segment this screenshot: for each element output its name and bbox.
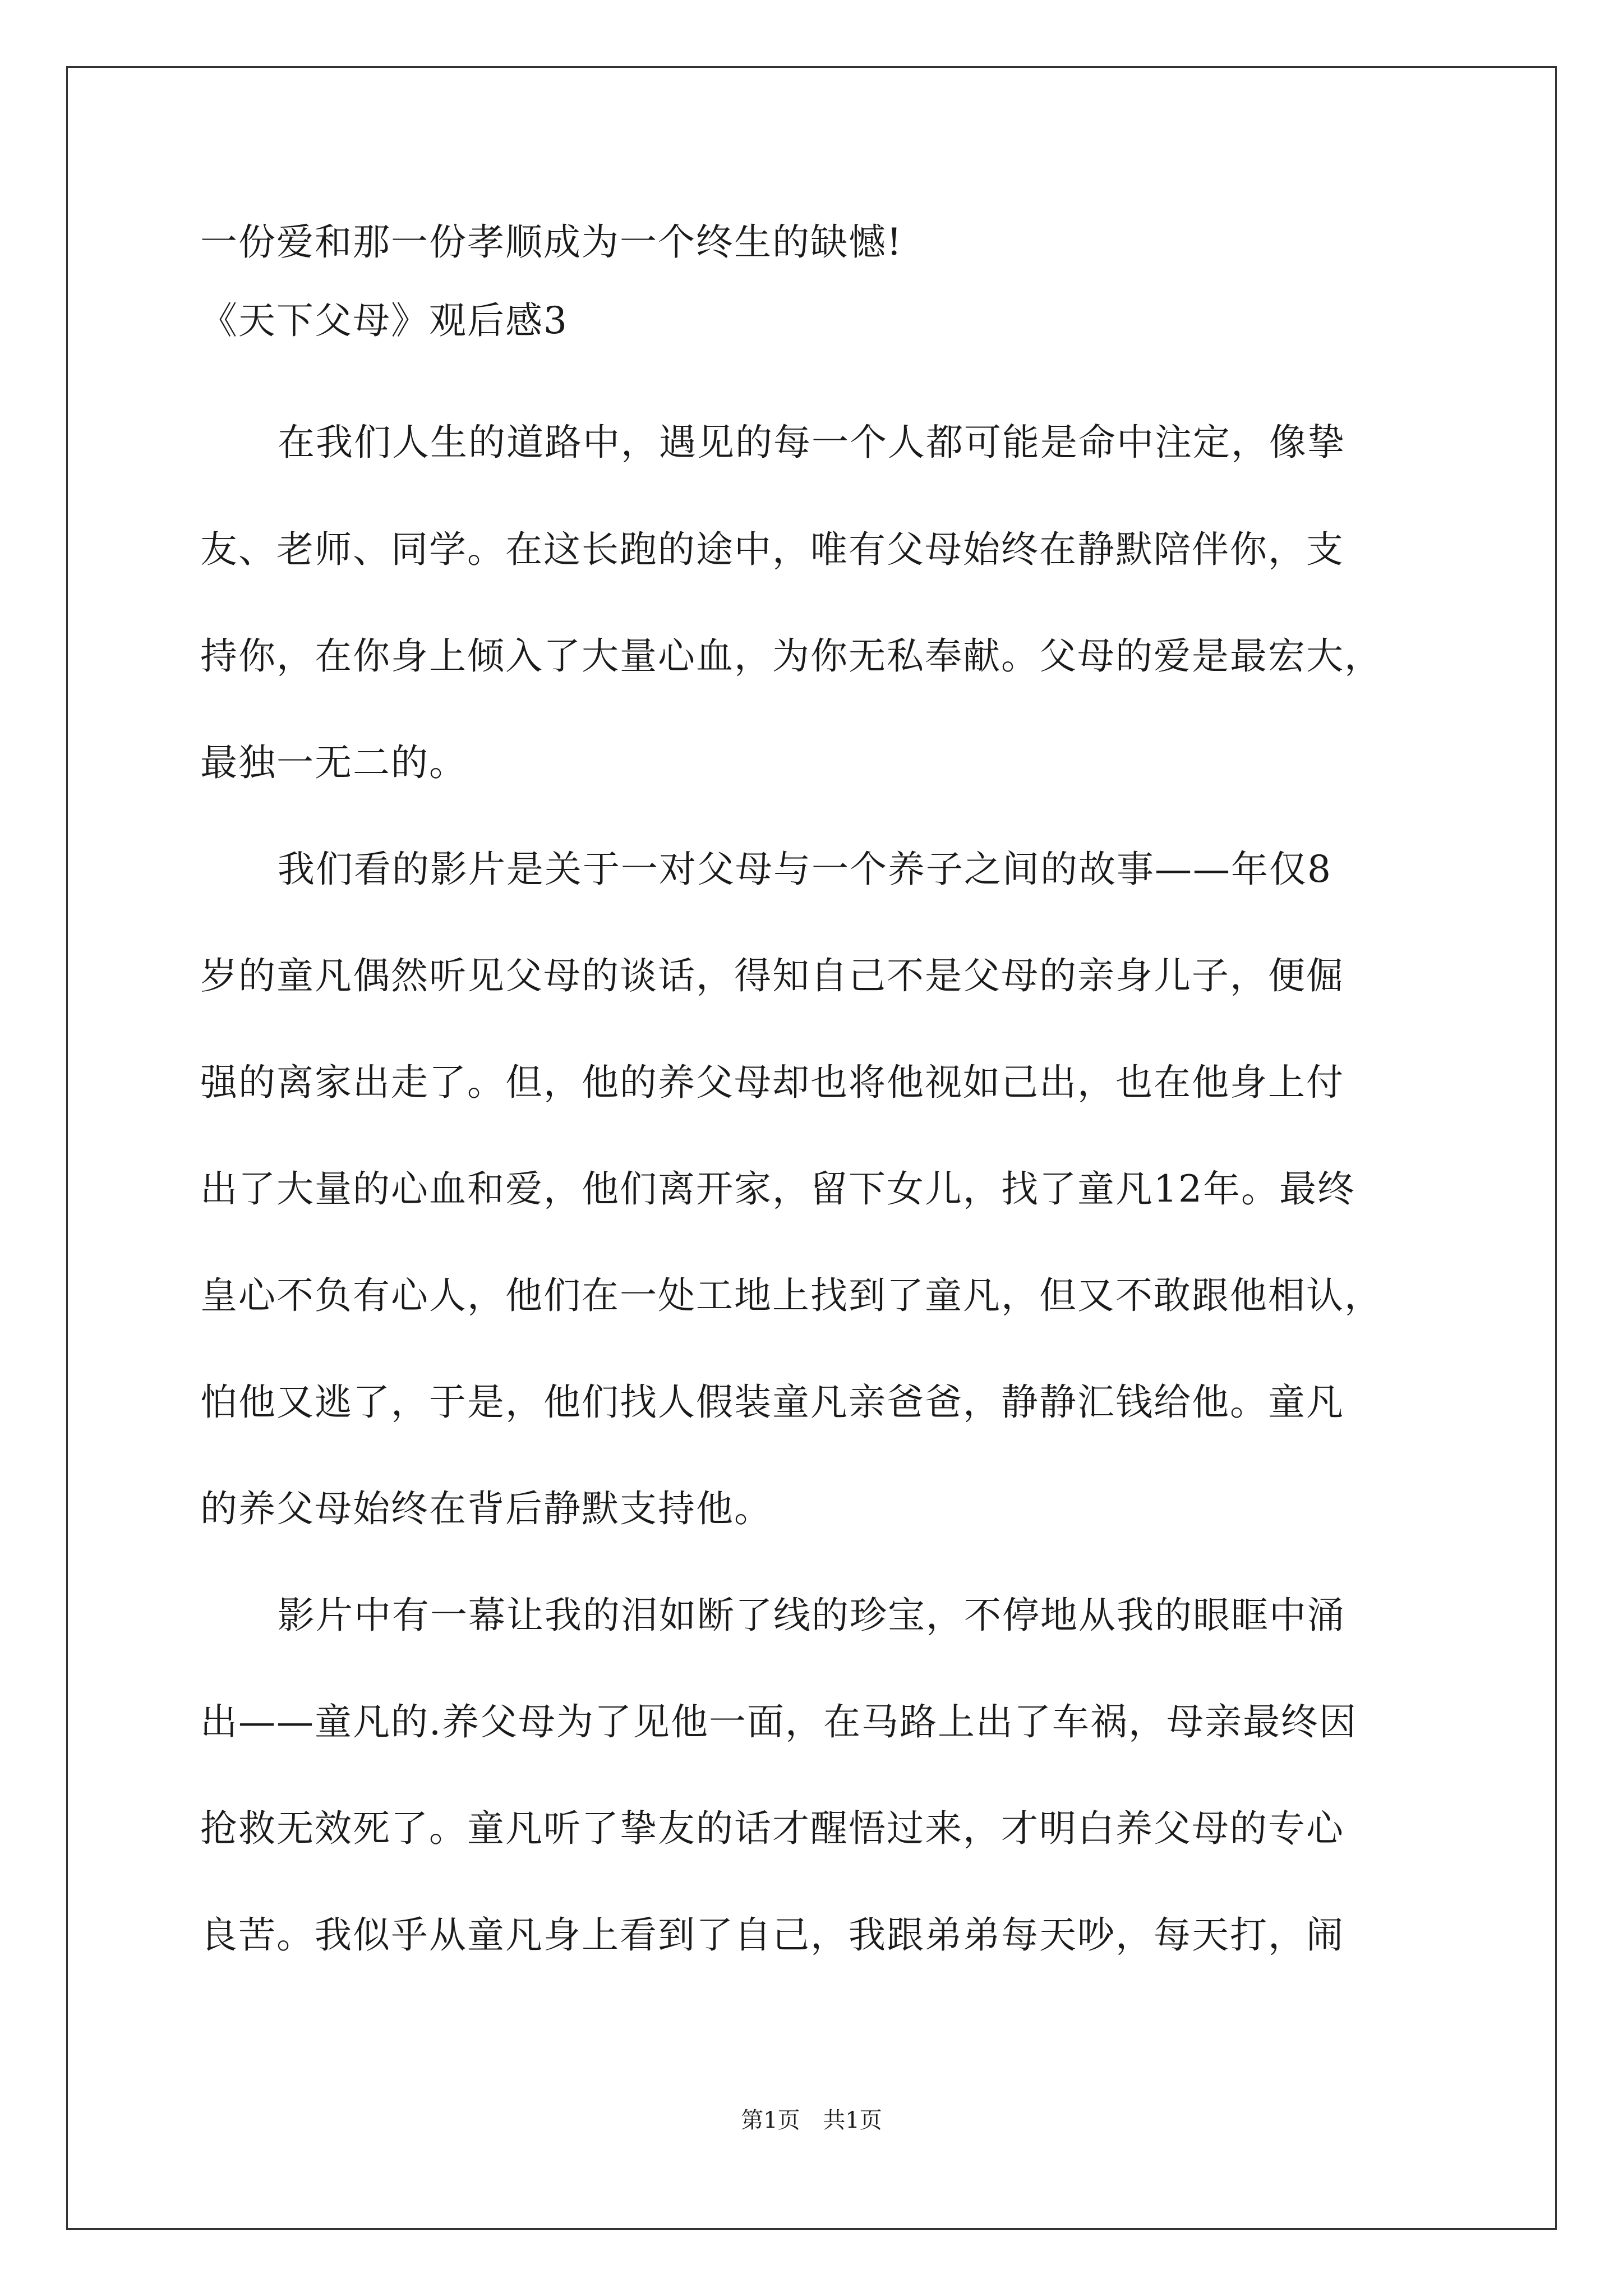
text-line: 的养父母始终在背后静默支持他。 [200, 1487, 772, 1530]
text-line: 岁的童凡偶然听见父母的谈话，得知自己不是父母的亲身儿子，便倔 [200, 954, 1344, 997]
page-footer [0, 2106, 1623, 2134]
text-line: 怕他又逃了，于是，他们找人假装童凡亲爸爸，静静汇钱给他。童凡 [200, 1381, 1344, 1424]
text-line: 一份爱和那一份孝顺成为一个终生的缺憾! [200, 220, 903, 264]
section-title: 《天下父母》观后感3 [200, 299, 568, 342]
text-line: 出——童凡的.养父母为了见他一面，在马路上出了车祸，母亲最终因 [200, 1700, 1357, 1743]
text-line: 强的离家出走了。但，他的养父母却也将他视如己出，也在他身上付 [200, 1061, 1344, 1104]
text-line: 良苦。我似乎从童凡身上看到了自己，我跟弟弟每天吵，每天打，闹 [200, 1913, 1344, 1957]
text-line: 最独一无二的。 [200, 741, 467, 784]
page-total: 共1页 [823, 2108, 882, 2133]
text-line: 友、老师、同学。在这长跑的途中，唯有父母始终在静默陪伴你，支 [200, 528, 1344, 571]
text-line: 出了大量的心血和爱，他们离开家，留下女儿，找了童凡12年。最终 [200, 1167, 1355, 1211]
text-line: 持你，在你身上倾入了大量心血，为你无私奉献。父母的爱是最宏大， [200, 634, 1382, 678]
text-line: 皇心不负有心人，他们在一处工地上找到了童凡，但又不敢跟他相认， [200, 1274, 1382, 1317]
text-line: 影片中有一幕让我的泪如断了线的珍宝，不停地从我的眼眶中涌 [278, 1594, 1345, 1637]
text-line: 在我们人生的道路中，遇见的每一个人都可能是命中注定，像挚 [278, 421, 1345, 464]
page-number: 第1页 [741, 2108, 800, 2133]
page-border [66, 66, 1557, 2230]
text-line: 我们看的影片是关于一对父母与一个养子之间的故事——年仅8 [278, 848, 1332, 891]
text-line: 抢救无效死了。童凡听了挚友的话才醒悟过来，才明白养父母的专心 [200, 1807, 1344, 1850]
